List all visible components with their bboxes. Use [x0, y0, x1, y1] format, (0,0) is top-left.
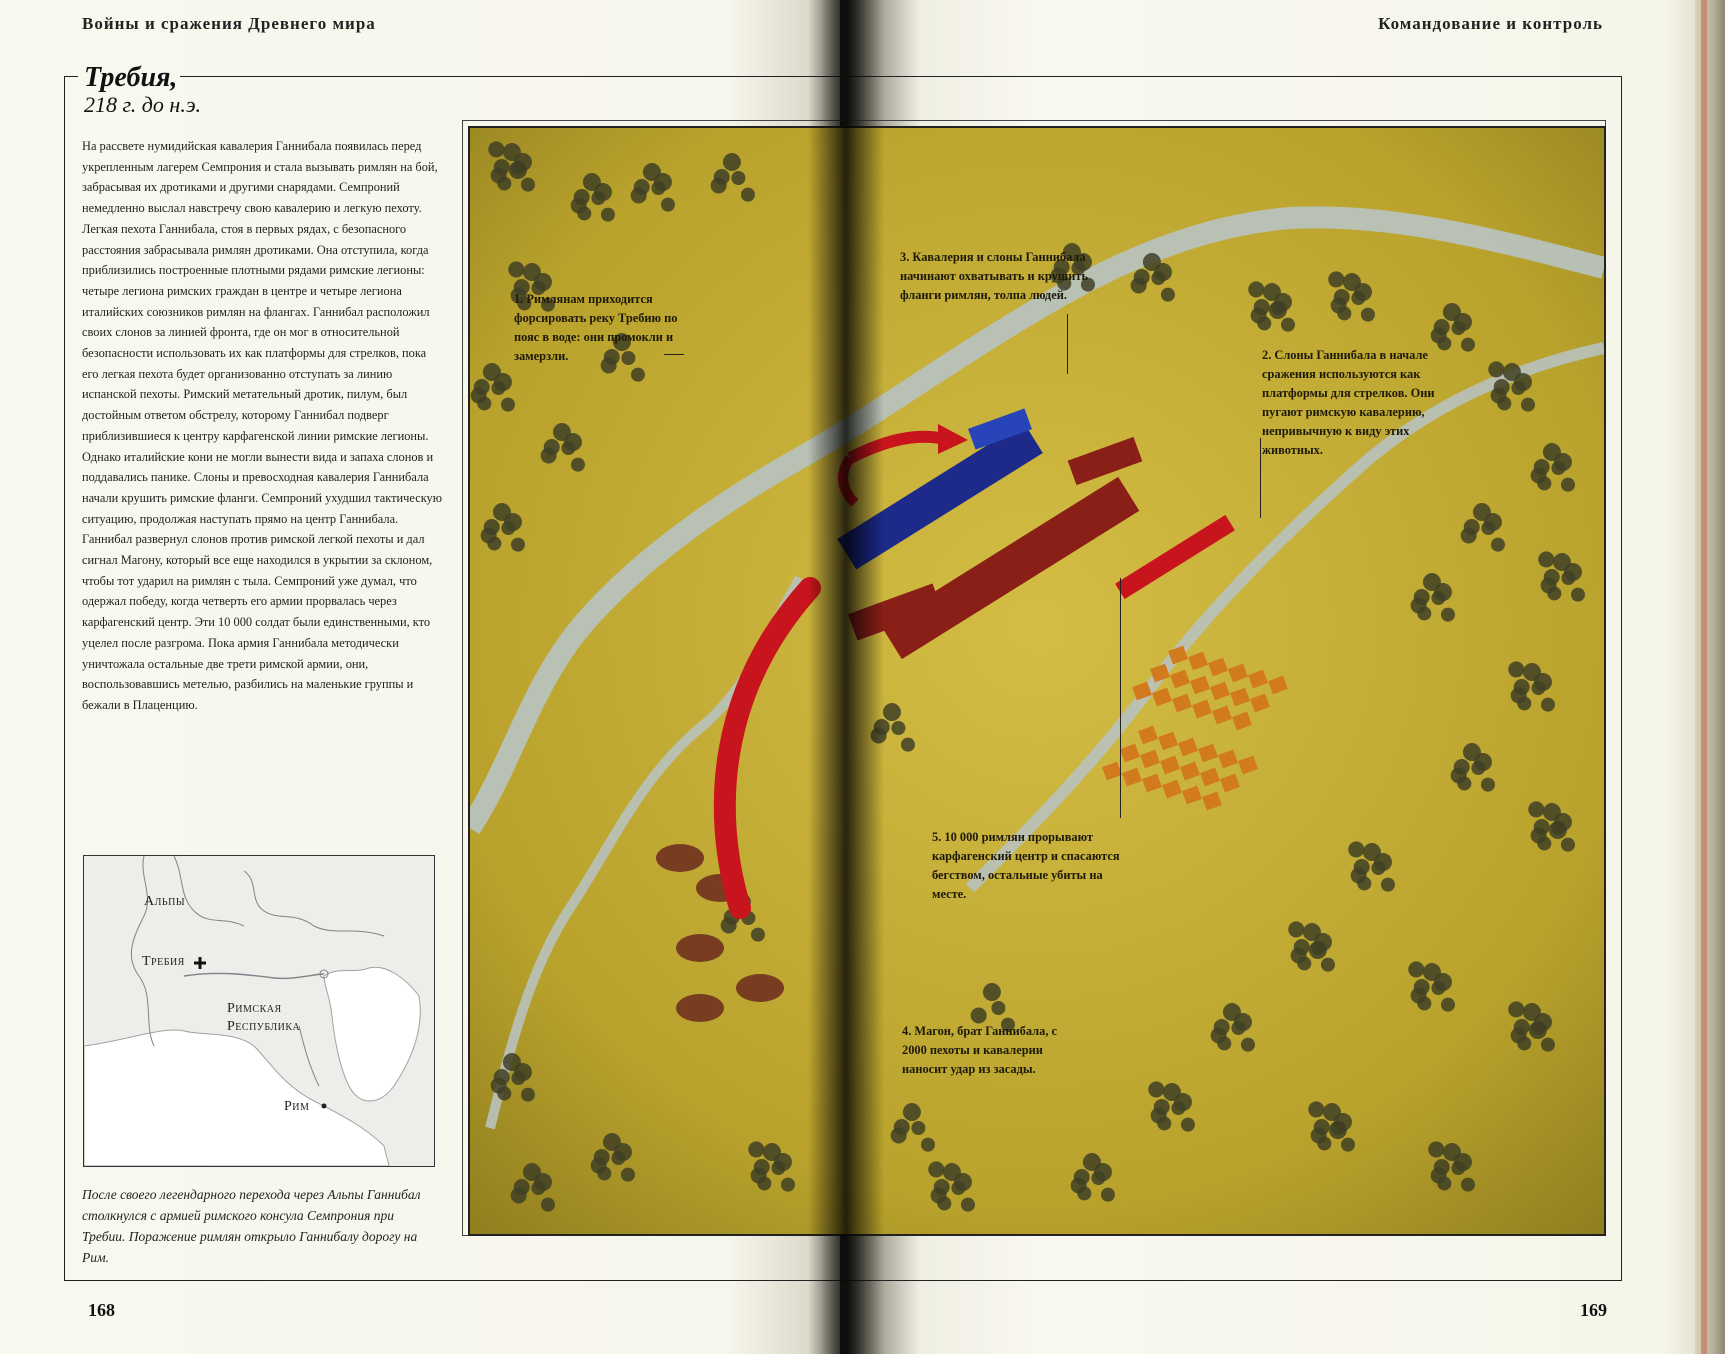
tree [1441, 608, 1455, 622]
tree [1354, 283, 1372, 301]
tree [1514, 679, 1530, 695]
tree [1484, 513, 1502, 531]
tree [501, 398, 515, 412]
tree [1491, 538, 1505, 552]
tree [577, 206, 591, 220]
tree [774, 1153, 792, 1171]
figure-caption: После своего легендарного перехода через Альпы Ганнибал столкнулся с армией римского консула Семпрония при Требии. Поражение римлян открыло Ганнибалу дорогу на Рим. [82, 1187, 421, 1265]
tree [1328, 271, 1344, 287]
pointer-line-5 [1120, 578, 1121, 818]
tree [983, 983, 1001, 1001]
tree [1374, 853, 1392, 871]
tree [1414, 589, 1430, 605]
tree [1417, 606, 1431, 620]
tree [1337, 306, 1351, 320]
tree [1529, 1021, 1547, 1039]
frame-right [1621, 76, 1622, 1280]
tree [654, 173, 672, 191]
inset-label-republic-1: Римская [227, 1001, 282, 1016]
tree [1517, 696, 1531, 710]
battle-map [468, 126, 1606, 1236]
tree [1157, 1116, 1171, 1130]
tree [937, 1196, 951, 1210]
tree [634, 179, 650, 195]
tree [1348, 841, 1364, 857]
tree [488, 141, 504, 157]
tree [1497, 396, 1511, 410]
tree [1181, 1118, 1195, 1132]
tree [731, 171, 745, 185]
tree [954, 1173, 972, 1191]
tree [1561, 838, 1575, 852]
annotation-3: 3. Кавалерия и слоны Ганнибала начинают охватывать и крушить фланги римлян, толпа людей. [900, 250, 1089, 302]
running-head-left: Войны и сражения Древнего мира [82, 14, 376, 33]
tree [564, 433, 582, 451]
tree [1508, 1001, 1524, 1017]
annotation-4: 4. Магон, брат Ганнибала, с 2000 пехоты и кавалерии наносит удар из засады. [902, 1024, 1058, 1076]
tree [751, 928, 765, 942]
annotation-2: 2. Слоны Ганнибала в начале сражения используются как платформы для стрелков. Они пугают римскую кавалерию, непривычную к виду этих животных. [1262, 348, 1435, 457]
pointer-line-3 [1067, 314, 1068, 374]
tree [754, 1159, 770, 1175]
tree [1408, 961, 1424, 977]
tree [1294, 939, 1310, 955]
fleeing-group [736, 974, 784, 1002]
tree [1514, 1019, 1530, 1035]
page-edge [1695, 0, 1725, 1354]
tree [1254, 299, 1270, 315]
annotation-1: 1. Римлянам приходится форсировать реку Требию по пояс в воде: они промокли и замерзли. [514, 292, 678, 363]
tree [714, 169, 730, 185]
page-number-right: 169 [1580, 1300, 1607, 1320]
tree [534, 273, 552, 291]
tree [494, 159, 510, 175]
tree [1514, 373, 1532, 391]
tree [484, 519, 500, 535]
tree [1094, 1163, 1112, 1181]
frame-top-right [180, 76, 1622, 77]
tree [1481, 778, 1495, 792]
tree [621, 1168, 635, 1182]
tree [903, 1103, 921, 1121]
tree [934, 1179, 950, 1195]
tree [521, 178, 535, 192]
tree [1537, 476, 1551, 490]
fleeing-group [676, 934, 724, 962]
inset-label-rome: Рим [284, 1099, 310, 1114]
annotation-5: 5. 10 000 римлян прорывают карфагенский центр и спасаются бегством, остальные убиты на месте. [932, 830, 1120, 901]
pointer-line-1 [664, 354, 684, 355]
tree [574, 189, 590, 205]
tree [1174, 1093, 1192, 1111]
tree [544, 439, 560, 455]
tree [594, 183, 612, 201]
tree [1454, 759, 1470, 775]
tree [1214, 1019, 1230, 1035]
tree [1521, 398, 1535, 412]
frame-top-left [64, 76, 78, 77]
tree [1217, 1036, 1231, 1050]
tree [1354, 859, 1370, 875]
tree [911, 1121, 925, 1135]
tree [1334, 289, 1350, 305]
tree [597, 1166, 611, 1180]
tree [1134, 269, 1150, 285]
tree [487, 536, 501, 550]
tree [1544, 569, 1560, 585]
tree [1528, 801, 1544, 817]
tree [1257, 316, 1271, 330]
tree [901, 738, 915, 752]
tree [601, 208, 615, 222]
tree [497, 176, 511, 190]
tree [509, 161, 527, 179]
tree [1414, 979, 1430, 995]
tree [921, 1138, 935, 1152]
tree [1241, 1038, 1255, 1052]
tree [1437, 1176, 1451, 1190]
tree [1571, 588, 1585, 602]
tree [1534, 673, 1552, 691]
tree [1321, 958, 1335, 972]
body-text: На рассвете нумидийская кавалерия Ганнибала появилась перед укрепленным лагерем Семпрония и стала вызывать римлян на бой, забрасывая их дротиками и другими снарядами. Семпроний немедленно выслал навстречу свою кавалерию и легкую пехоту. Легкая пехота Ганнибала, стоя в первых рядах, с безопасного расстояния забрасывала римлян дротиками. Она отступила, когда приблизились построенные плотными рядами римские легионы: четыре легиона римских граждан в центре и четыре легиона италийских союзников римлян на флангах. Ганнибал расположил своих слонов за линией фронта, где он мог в относительной безопасности использовать их как платформы для стрелков, пока его легкая пехота будет организованно отступать за линию испанской пехоты. Римский метательный дротик, пилум, был достойным ответом обстрелу, которому Ганнибал подверг приблизившиеся к центру карфагенской линии римские легионы. Однако италийские кони не могли вынести вида и запаха слонов и поддавались панике. Слоны и превосходная кавалерия Ганнибала начали крушить римские фланги. Семпроний ухудшил тактическую ситуацию, продолжая наступать прямо на центр Ганнибала. Ганнибал развернул слонов против римской легкой пехоты и дал сигнал Магону, который все еще находился в укрытии за склоном, чтобы тот ударил на римлян с тыла. Семпроний уже думал, что одержал победу, когда четверть его армии прорвалась через карфагенский центр. Эти 10 000 солдат были единственными, кто уцелел после разгрома. Пока армия Ганнибала методически уничтожала остальные две трети римской армии, они, воспользовавшись метелью, разбились на маленькие группы и бежали в Плаценцию. [82, 139, 442, 712]
frame-bottom [64, 1280, 1622, 1281]
tree [1454, 1153, 1472, 1171]
tree [1461, 338, 1475, 352]
tree [1561, 478, 1575, 492]
tree [661, 198, 675, 212]
frame-left [64, 76, 65, 1280]
running-head-right: Командование и контроль [1378, 14, 1603, 33]
tree [477, 396, 491, 410]
tree [1428, 1141, 1444, 1157]
page-number-left: 168 [88, 1300, 115, 1320]
tree [1454, 313, 1472, 331]
tree [534, 1173, 552, 1191]
tree [504, 513, 522, 531]
tree [1074, 1169, 1090, 1185]
tree [1154, 1099, 1170, 1115]
tree [1281, 318, 1295, 332]
inset-label-republic-2: Республика [227, 1019, 301, 1034]
tree [497, 1086, 511, 1100]
tree [1461, 1178, 1475, 1192]
tree [1464, 519, 1480, 535]
tree [757, 1176, 771, 1190]
tree [723, 153, 741, 171]
tree [508, 261, 524, 277]
inset-map [83, 855, 435, 1167]
tree [1317, 1136, 1331, 1150]
tree [1534, 459, 1550, 475]
tree [748, 1141, 764, 1157]
tree [1417, 996, 1431, 1010]
tree [781, 1178, 795, 1192]
fleeing-group [656, 844, 704, 872]
tree [1474, 753, 1492, 771]
page-subtitle: 218 г. до н.э. [84, 92, 202, 117]
tree [1288, 921, 1304, 937]
tree [541, 1198, 555, 1212]
tree [1161, 288, 1175, 302]
tree [614, 1143, 632, 1161]
tree [1248, 281, 1264, 297]
tree [1314, 1119, 1330, 1135]
tree [894, 1119, 910, 1135]
tree [1434, 319, 1450, 335]
tree [1549, 821, 1567, 839]
tree [1541, 698, 1555, 712]
tree [1234, 1013, 1252, 1031]
tree [631, 368, 645, 382]
tree [494, 1069, 510, 1085]
tree [1329, 1121, 1347, 1139]
tree [1308, 1101, 1324, 1117]
tree [1441, 998, 1455, 1012]
tree [1488, 361, 1504, 377]
tree [1381, 878, 1395, 892]
tree [1434, 973, 1452, 991]
tree [594, 1149, 610, 1165]
tree [1077, 1186, 1091, 1200]
tree [1494, 379, 1510, 395]
tree [991, 1001, 1005, 1015]
tree [1148, 1081, 1164, 1097]
tree [1538, 551, 1554, 567]
tree [928, 1161, 944, 1177]
tree [1554, 453, 1572, 471]
pointer-line-2 [1260, 438, 1261, 518]
tree [1269, 301, 1287, 319]
tree [1297, 956, 1311, 970]
tree [1434, 583, 1452, 601]
tree [741, 188, 755, 202]
tree [1357, 876, 1371, 890]
tree [494, 373, 512, 391]
tree [1547, 586, 1561, 600]
tree [1309, 941, 1327, 959]
bookmark-ribbon [1701, 0, 1707, 1354]
tree [1101, 1188, 1115, 1202]
tree [514, 1063, 532, 1081]
tree [1154, 263, 1172, 281]
tree [874, 719, 890, 735]
tree [1517, 1036, 1531, 1050]
tree [883, 703, 901, 721]
tree [1341, 1138, 1355, 1152]
tree [1541, 1038, 1555, 1052]
tree [511, 538, 525, 552]
tree [891, 721, 905, 735]
inset-label-alps: Альпы [144, 894, 186, 909]
page-title: Требия, [84, 62, 178, 93]
tree [1537, 836, 1551, 850]
tree [1457, 776, 1471, 790]
tree [961, 1198, 975, 1212]
tree [1434, 1159, 1450, 1175]
tree [514, 1179, 530, 1195]
tree [1534, 819, 1550, 835]
tree [474, 379, 490, 395]
tree [1361, 308, 1375, 322]
tree [1508, 661, 1524, 677]
tree [571, 458, 585, 472]
tree [1564, 563, 1582, 581]
inset-label-trebia: Требия [142, 954, 185, 969]
fleeing-group [676, 994, 724, 1022]
tree [521, 1088, 535, 1102]
